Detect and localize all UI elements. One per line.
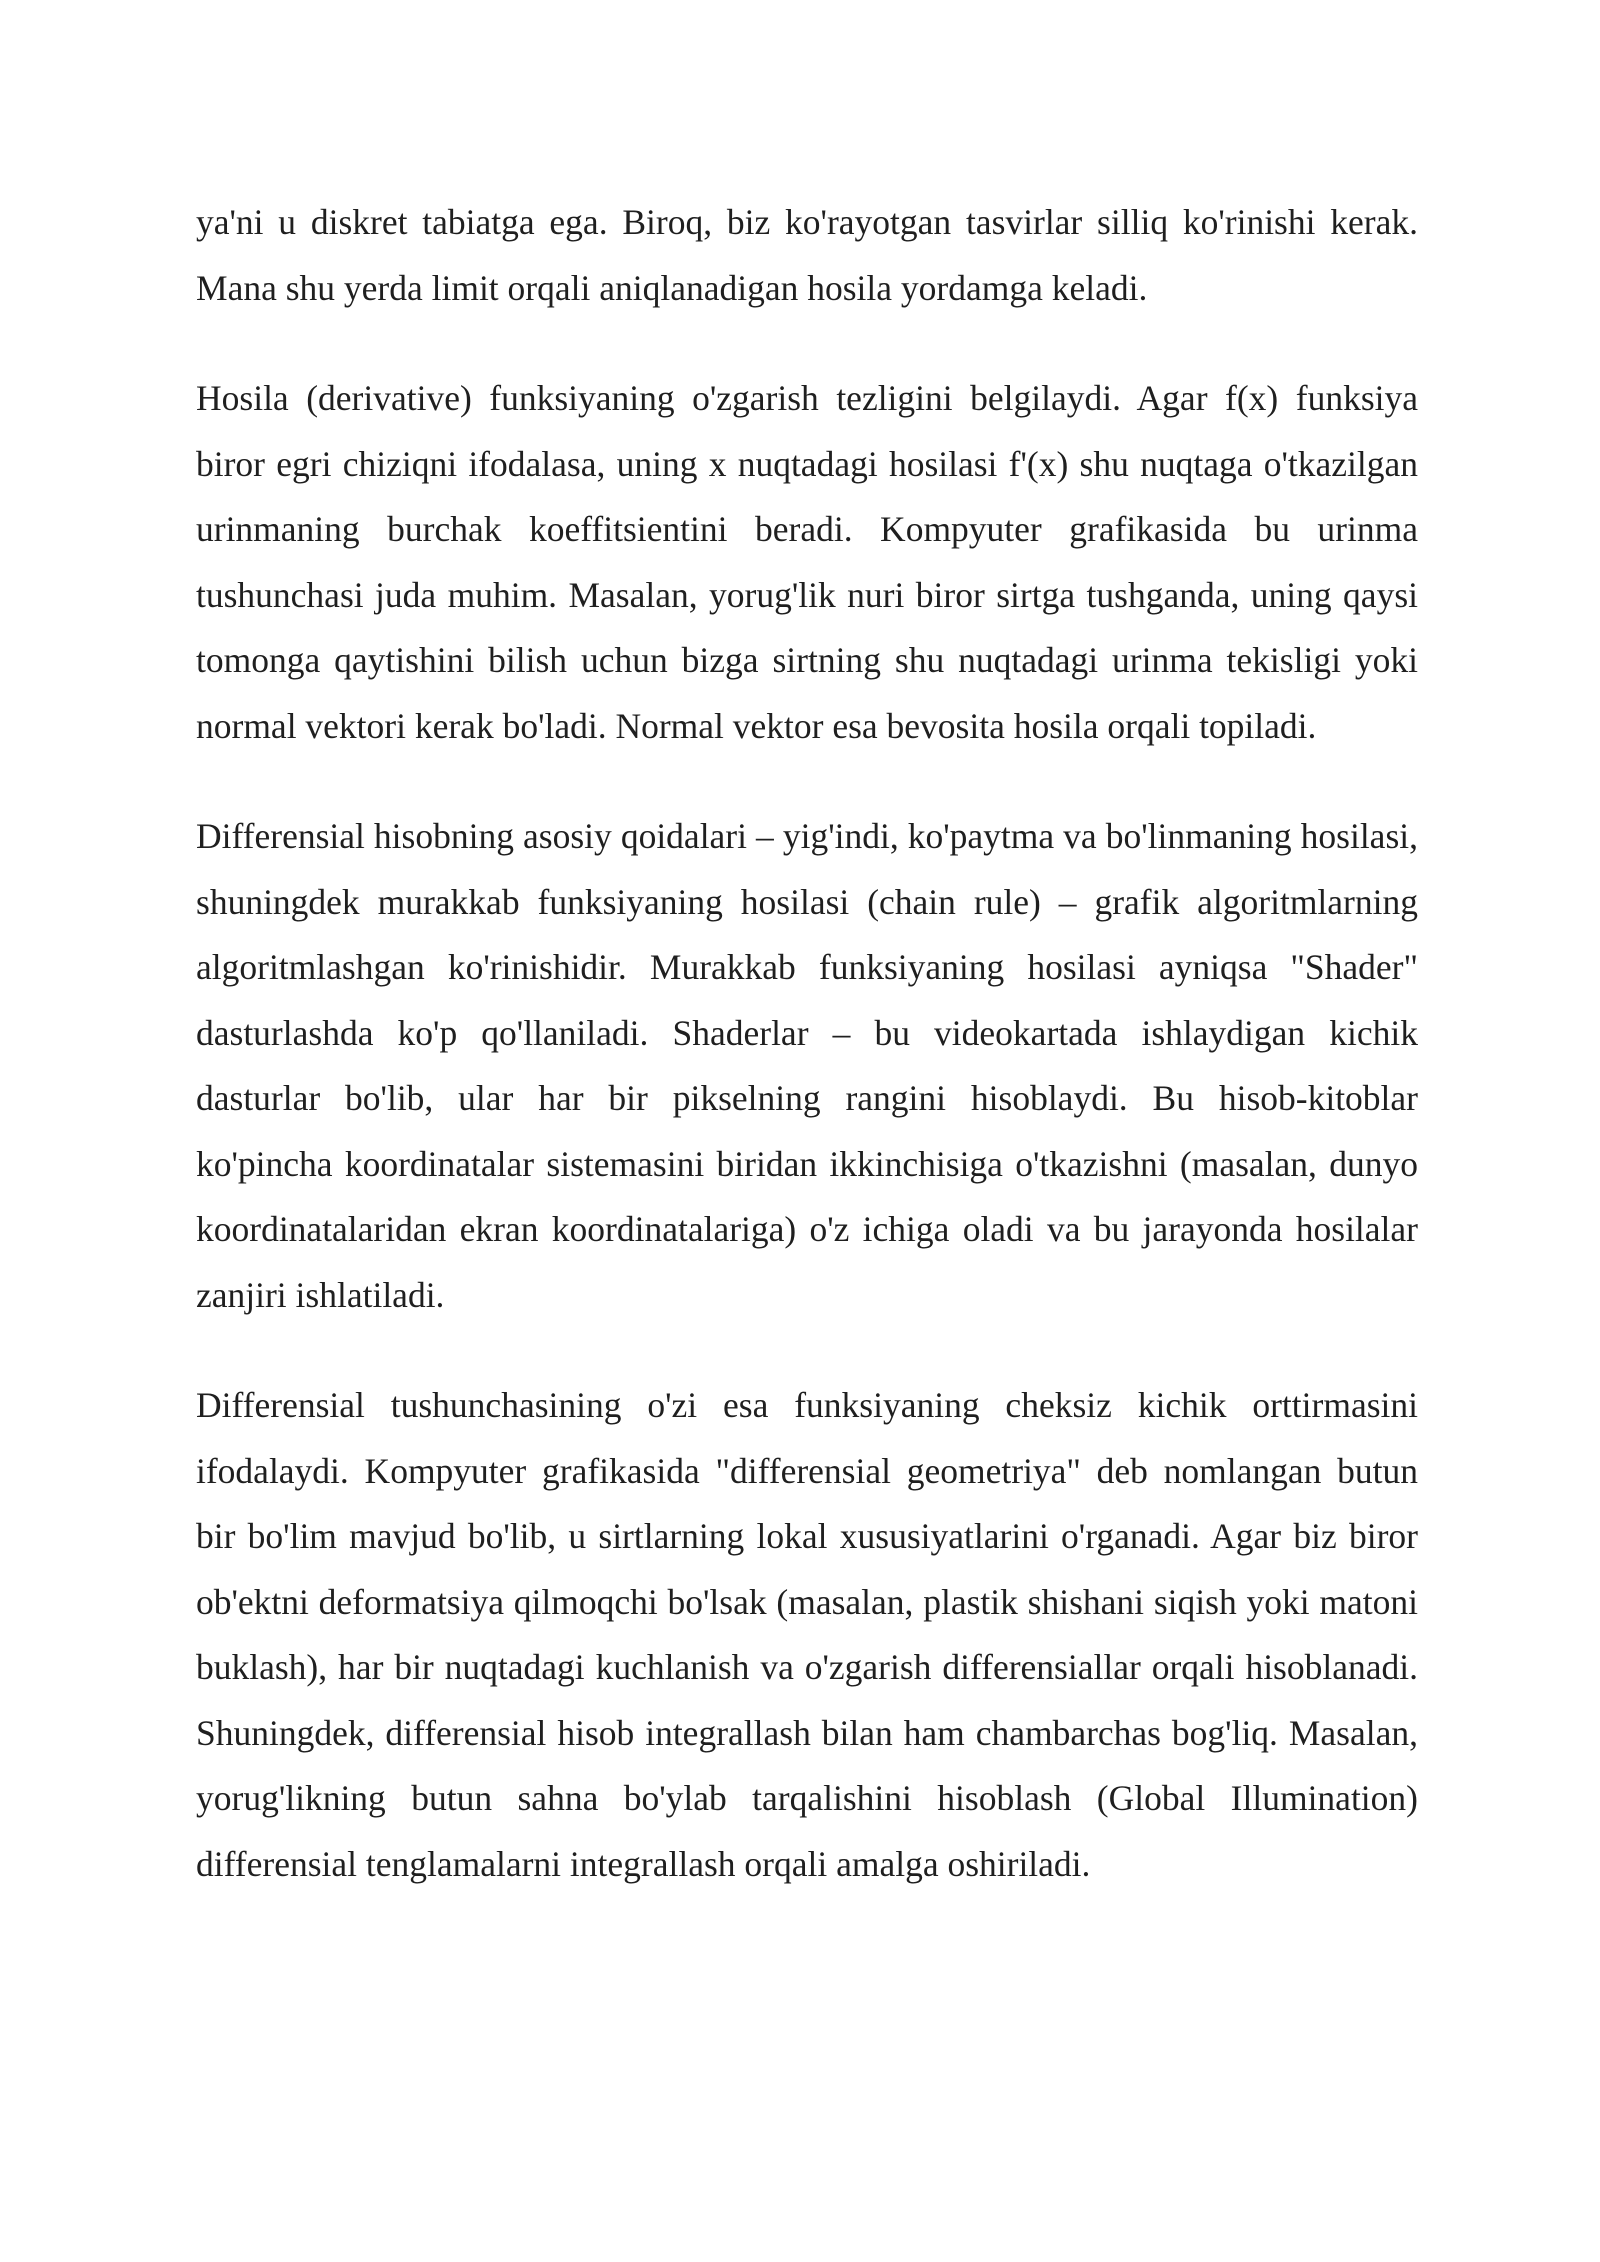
document-body bbox=[196, 190, 1418, 1942]
paragraph-2: Hosila (derivative) funksiyaning o'zgarish tezligini belgilaydi. Agar f(x) funksiya biror egri chiziqni ifodalasa, uning x nuqtadagi hosilasi f'(x) shu nuqtaga o'tkazilgan urinmaning burchak koeffitsientini beradi. Kompyuter grafikasida bu urinma tushunchasi juda muhim. Masalan, yorug'lik nuri biror sirtga tushganda, uning qaysi tomonga qaytishini bilish uchun bizga sirtning shu nuqtadagi urinma tekisligi yoki normal vektori kerak bo'ladi. Normal vektor esa bevosita hosila orqali topiladi. bbox=[196, 378, 1418, 746]
paragraph-4: Differensial tushunchasining o'zi esa funksiyaning cheksiz kichik orttirmasini ifodalaydi. Kompyuter grafikasida "differensial geometriya" deb nomlangan butun bir bo'lim mavjud bo'lib, u sirtlarning lokal xususiyatlarini o'rganadi. Agar biz biror ob'ektni deformatsiya qilmoqchi bo'lsak (masalan, plastik shishani siqish yoki matoni buklash), har bir nuqtadagi kuchlanish va o'zgarish differensiallar orqali hisoblanadi. Shuningdek, differensial hisob integrallash bilan ham chambarchas bog'liq. Masalan, yorug'likning butun sahna bo'ylab tarqalishini hisoblash (Global Illumination) differensial tenglamalarni integrallash orqali amalga oshiriladi. bbox=[196, 1385, 1418, 1884]
paragraph-1: ya'ni u diskret tabiatga ega. Biroq, biz ko'rayotgan tasvirlar silliq ko'rinishi kerak. Mana shu yerda limit orqali aniqlanadigan hosila yordamga keladi. bbox=[196, 202, 1418, 308]
paragraph-3: Differensial hisobning asosiy qoidalari – yig'indi, ko'paytma va bo'linmaning hosilasi, shuningdek murakkab funksiyaning hosilasi (chain rule) – grafik algoritmlarning algoritmlashgan ko'rinishidir. Murakkab funksiyaning hosilasi ayniqsa "Shader" dasturlashda ko'p qo'llaniladi. Shaderlar – bu videokartada ishlaydigan kichik dasturlar bo'lib, ular har bir pikselning rangini hisoblaydi. Bu hisob-kitoblar ko'pincha koordinatalar sistemasini biridan ikkinchisiga o'tkazishni (masalan, dunyo koordinatalaridan ekran koordinatalariga) o'z ichiga oladi va bu jarayonda hosilalar zanjiri ishlatiladi. bbox=[196, 816, 1418, 1315]
